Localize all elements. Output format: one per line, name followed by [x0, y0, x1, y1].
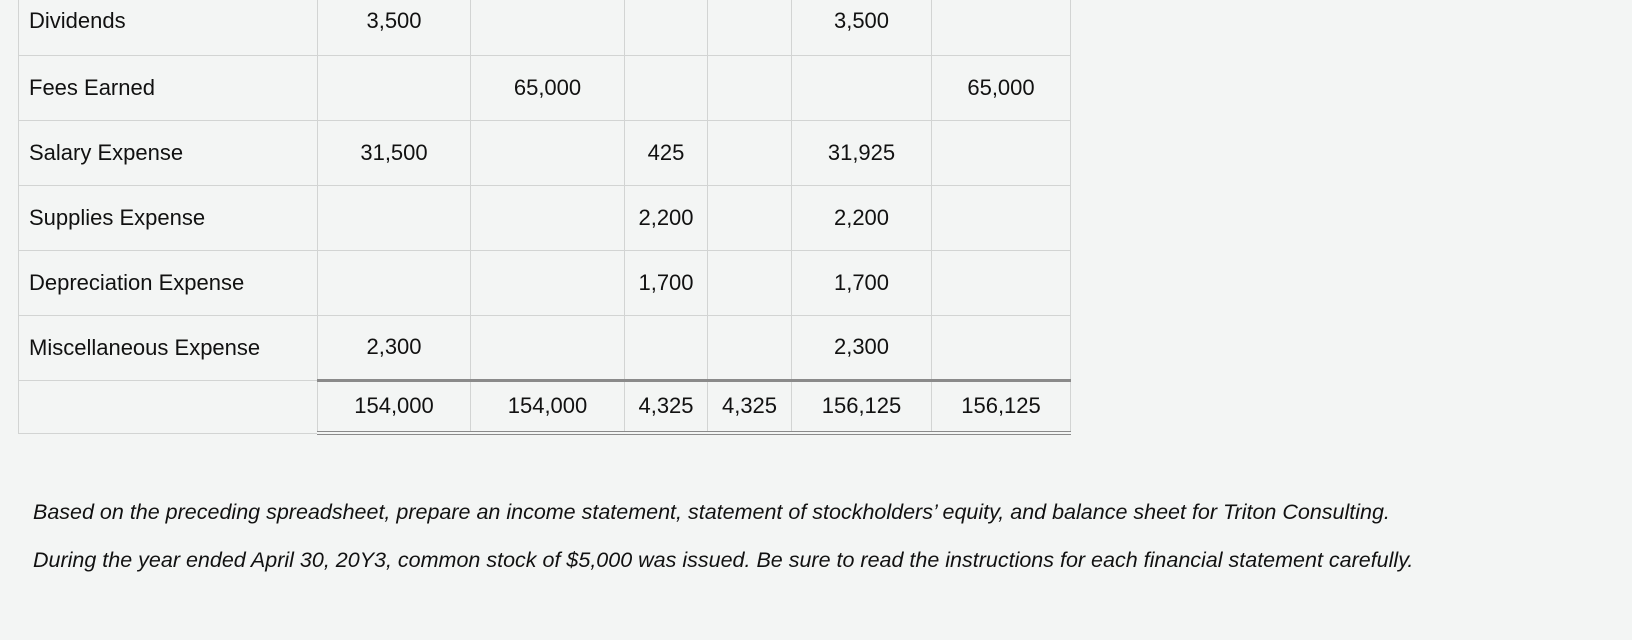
cell-value — [708, 315, 792, 380]
account-name: Miscellaneous Expense — [19, 315, 318, 380]
account-name: Salary Expense — [19, 120, 318, 185]
total-value: 156,125 — [792, 380, 932, 433]
cell-value: 31,925 — [792, 120, 932, 185]
cell-value — [932, 185, 1071, 250]
cell-value: 65,000 — [932, 55, 1071, 120]
cell-value — [708, 55, 792, 120]
instructions-text — [33, 488, 1613, 584]
table-row — [19, 315, 1071, 380]
cell-value — [932, 315, 1071, 380]
instructions-line-1: Based on the preceding spreadsheet, prepare an income statement, statement of stockholders’ equity, and balance sheet for Triton Consulting. — [33, 500, 1390, 524]
cell-value — [318, 250, 471, 315]
cell-value: 2,200 — [792, 185, 932, 250]
cell-value — [318, 185, 471, 250]
total-value: 4,325 — [625, 380, 708, 433]
total-value: 156,125 — [932, 380, 1071, 433]
cell-value — [318, 55, 471, 120]
account-name: Supplies Expense — [19, 185, 318, 250]
spreadsheet-table — [18, 0, 1071, 435]
account-name: Depreciation Expense — [19, 250, 318, 315]
cell-value — [625, 315, 708, 380]
cell-value — [471, 120, 625, 185]
cell-value: 2,300 — [792, 315, 932, 380]
cell-value: 31,500 — [318, 120, 471, 185]
cell-value: 65,000 — [471, 55, 625, 120]
cell-value: 1,700 — [625, 250, 708, 315]
cell-value — [708, 0, 792, 55]
cell-value — [471, 315, 625, 380]
total-value: 154,000 — [318, 380, 471, 433]
cell-value — [471, 185, 625, 250]
cell-value — [932, 120, 1071, 185]
table-row — [19, 120, 1071, 185]
cell-value: 2,200 — [625, 185, 708, 250]
cell-value — [708, 185, 792, 250]
cell-value — [932, 250, 1071, 315]
cell-value — [932, 0, 1071, 55]
cell-value: 3,500 — [318, 0, 471, 55]
cell-value — [471, 0, 625, 55]
cell-value: 425 — [625, 120, 708, 185]
cell-value — [792, 55, 932, 120]
total-value: 154,000 — [471, 380, 625, 433]
cell-value — [625, 0, 708, 55]
total-value: 4,325 — [708, 380, 792, 433]
totals-label-cell — [19, 380, 318, 433]
cell-value: 1,700 — [792, 250, 932, 315]
cell-value: 2,300 — [318, 315, 471, 380]
table-row — [19, 250, 1071, 315]
totals-row — [19, 380, 1071, 433]
account-name: Dividends — [19, 0, 318, 55]
cell-value — [471, 250, 625, 315]
cell-value: 3,500 — [792, 0, 932, 55]
table-row — [19, 0, 1071, 55]
instructions-line-2: During the year ended April 30, 20Y3, common stock of $5,000 was issued. Be sure to read the instructions for each financial statement carefully. — [33, 548, 1414, 572]
cell-value — [708, 120, 792, 185]
table-row — [19, 185, 1071, 250]
table-row — [19, 55, 1071, 120]
account-name: Fees Earned — [19, 55, 318, 120]
cell-value — [708, 250, 792, 315]
cell-value — [625, 55, 708, 120]
